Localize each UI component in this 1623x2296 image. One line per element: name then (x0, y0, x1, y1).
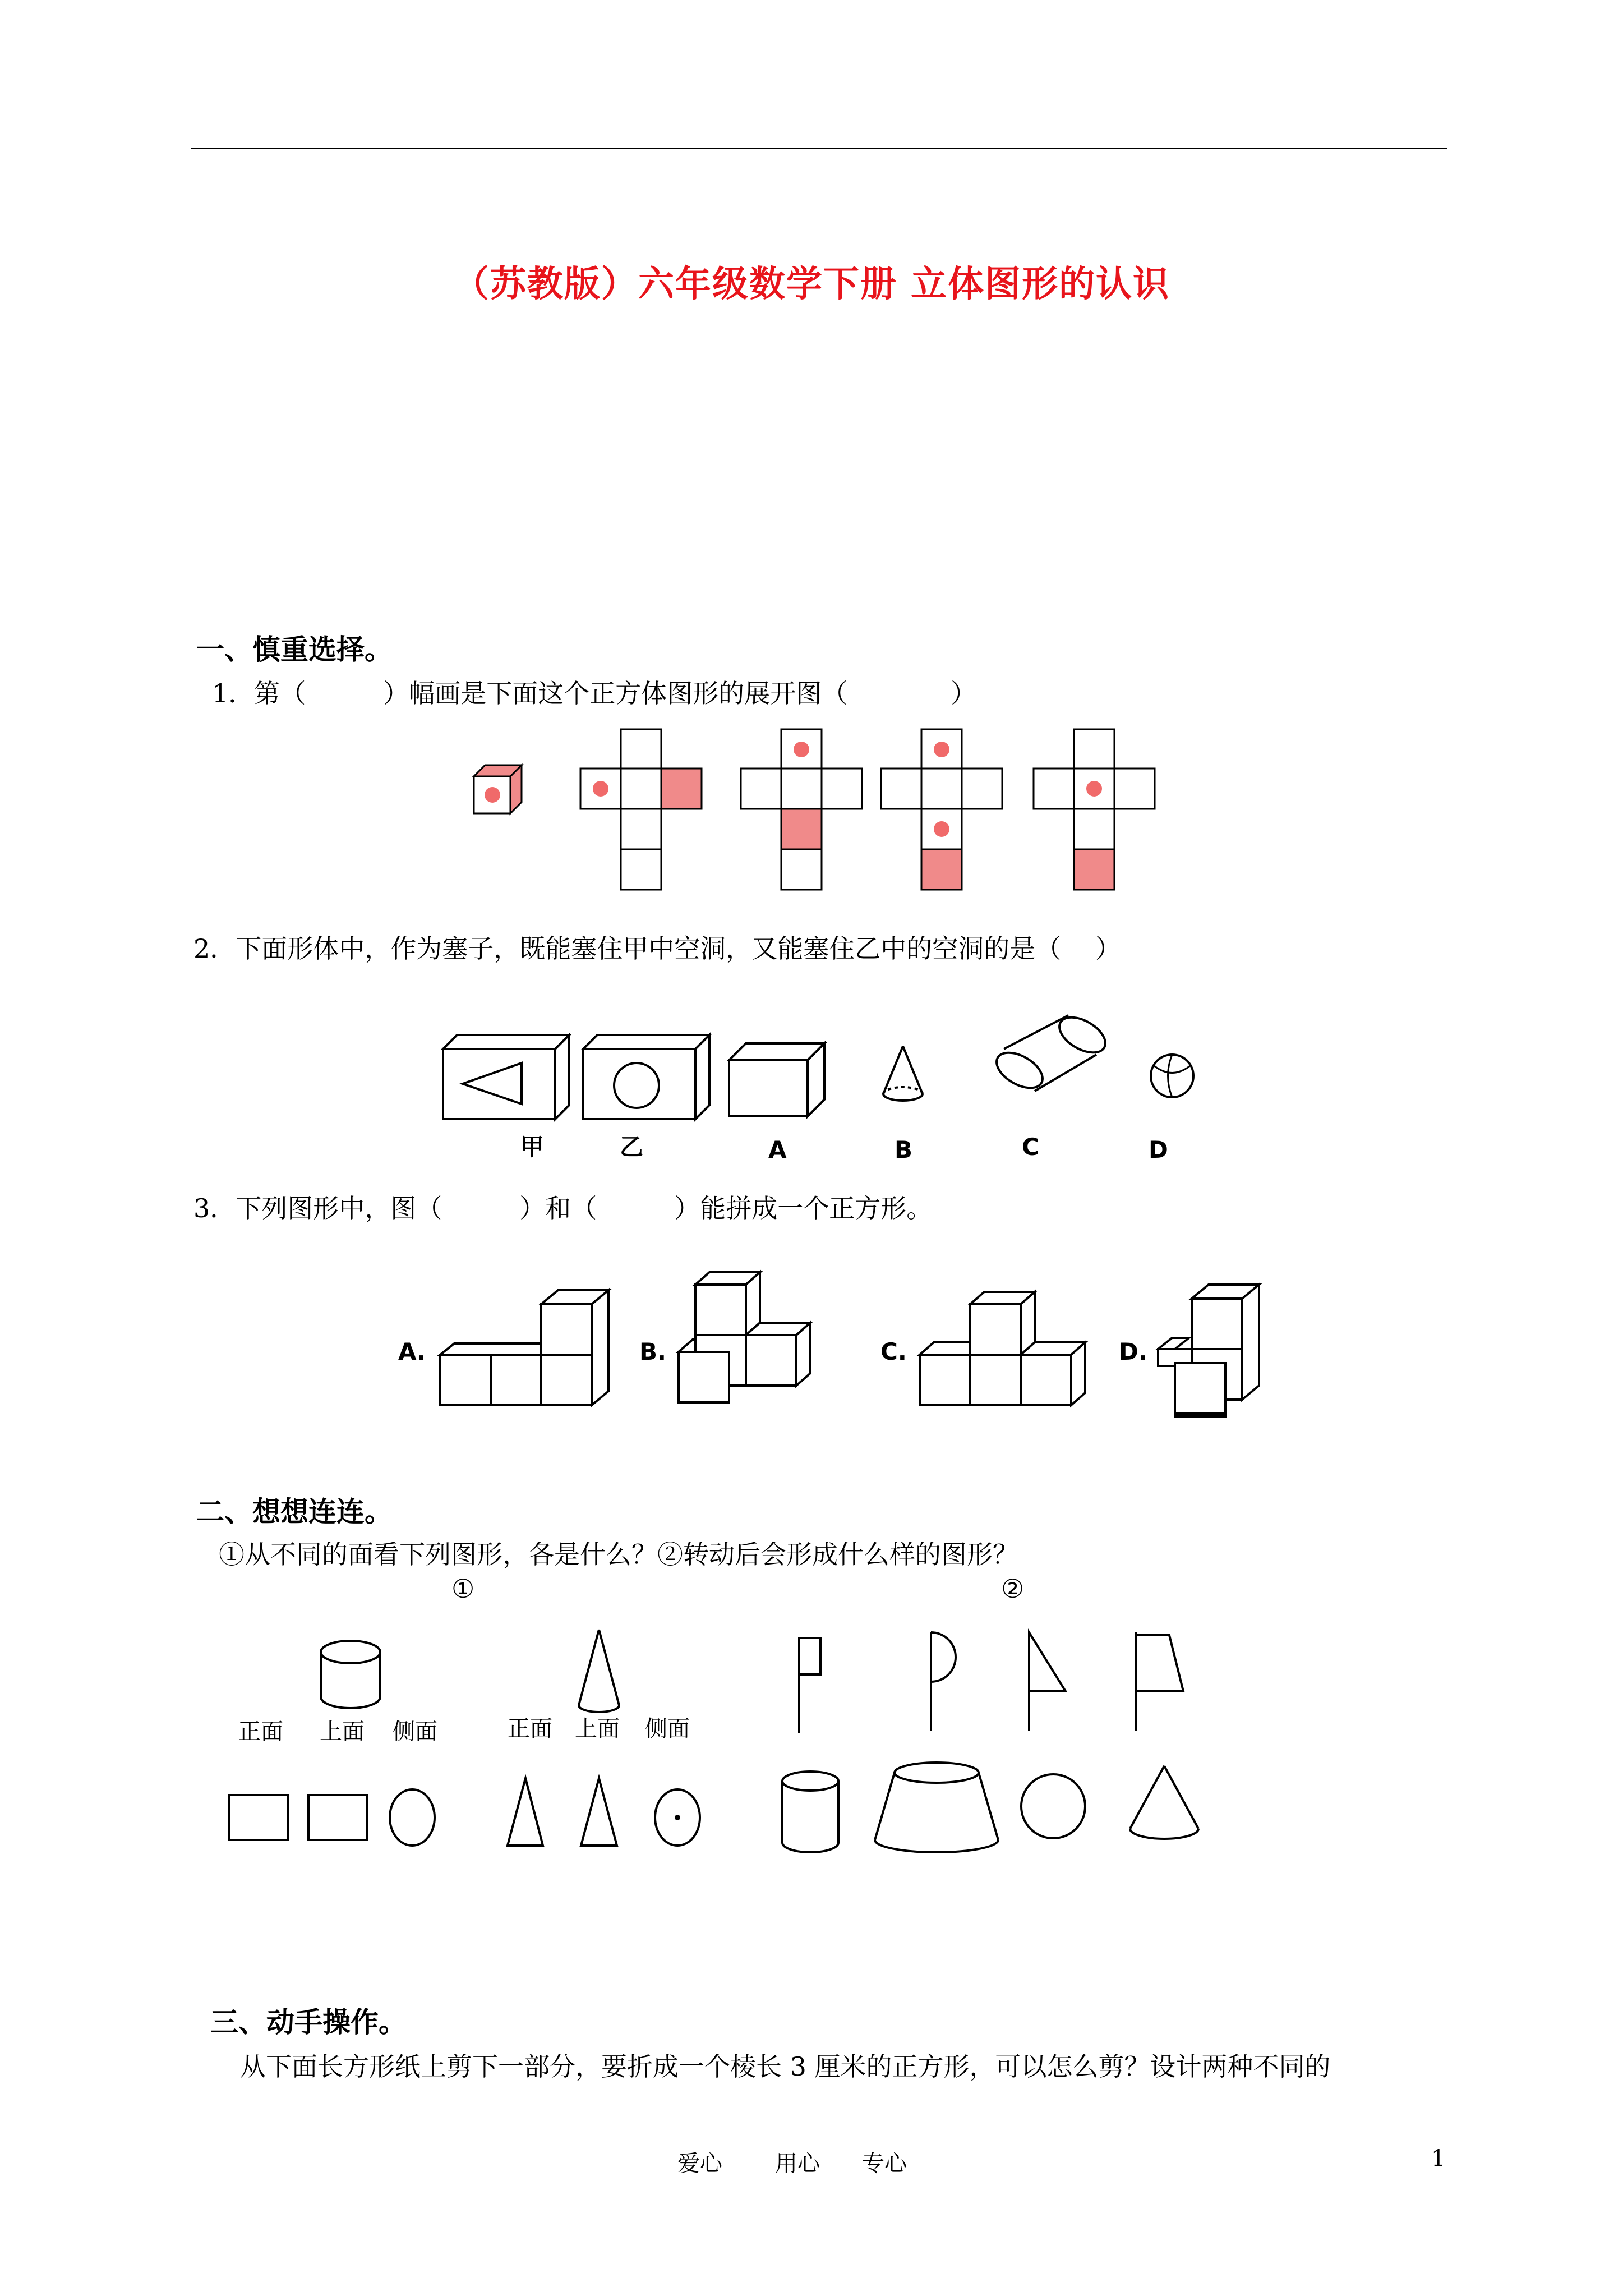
view-label-side-a: 侧面 (393, 1719, 437, 1745)
section1-heading: 一、慎重选择。 (196, 633, 393, 666)
footer-item-zhuanxin: 专心 (862, 2151, 907, 2177)
view-label-top-a: 上面 (320, 1719, 365, 1745)
q2-label-d: D (1149, 1136, 1168, 1163)
q2-label-jia: 甲 (520, 1133, 545, 1161)
view-label-top-b: 上面 (575, 1716, 620, 1742)
q3-label-d: D. (1119, 1338, 1147, 1365)
q2-label-a: A (768, 1136, 787, 1163)
section3-heading: 三、动手操作。 (210, 2006, 407, 2039)
q3-label-a: A. (398, 1338, 426, 1365)
q3-label-b: B. (639, 1338, 666, 1365)
section2-marker-1: ① (451, 1573, 475, 1604)
section2-marker-2: ② (1001, 1573, 1025, 1604)
footer-item-aixin: 爱心 (677, 2151, 722, 2177)
question-3: 3．下列图形中，图（ ）和（ ）能拼成一个正方形。 (193, 1193, 933, 1223)
view-label-side-b: 侧面 (645, 1716, 690, 1742)
section2-heading: 二、想想连连。 (196, 1496, 393, 1528)
page-number: 1 (1431, 2146, 1446, 2171)
page-title: （苏教版）六年级数学下册 立体图形的认识 (453, 264, 1170, 305)
view-label-front-b: 正面 (508, 1716, 552, 1742)
q3-label-c: C. (880, 1338, 907, 1365)
question-2: 2．下面形体中，作为塞子，既能塞住甲中空洞，又能塞住乙中的空洞的是（ ） (193, 933, 1121, 964)
footer-item-yongxin: 用心 (775, 2151, 820, 2177)
q2-label-c: C (1022, 1133, 1039, 1161)
q2-label-yi: 乙 (620, 1133, 644, 1161)
section2-instruction: ①从不同的面看下列图形，各是什么？②转动后会形成什么样的图形？ (219, 1539, 1018, 1570)
view-label-front-a: 正面 (238, 1719, 283, 1745)
q2-label-b: B (895, 1136, 913, 1163)
section3-text: 从下面长方形纸上剪下一部分，要折成一个棱长 3 厘米的正方形，可以怎么剪？设计两种不同的 (240, 2051, 1331, 2082)
question-1: 1．第（ ）幅画是下面这个正方体图形的展开图（ ） (212, 678, 977, 708)
